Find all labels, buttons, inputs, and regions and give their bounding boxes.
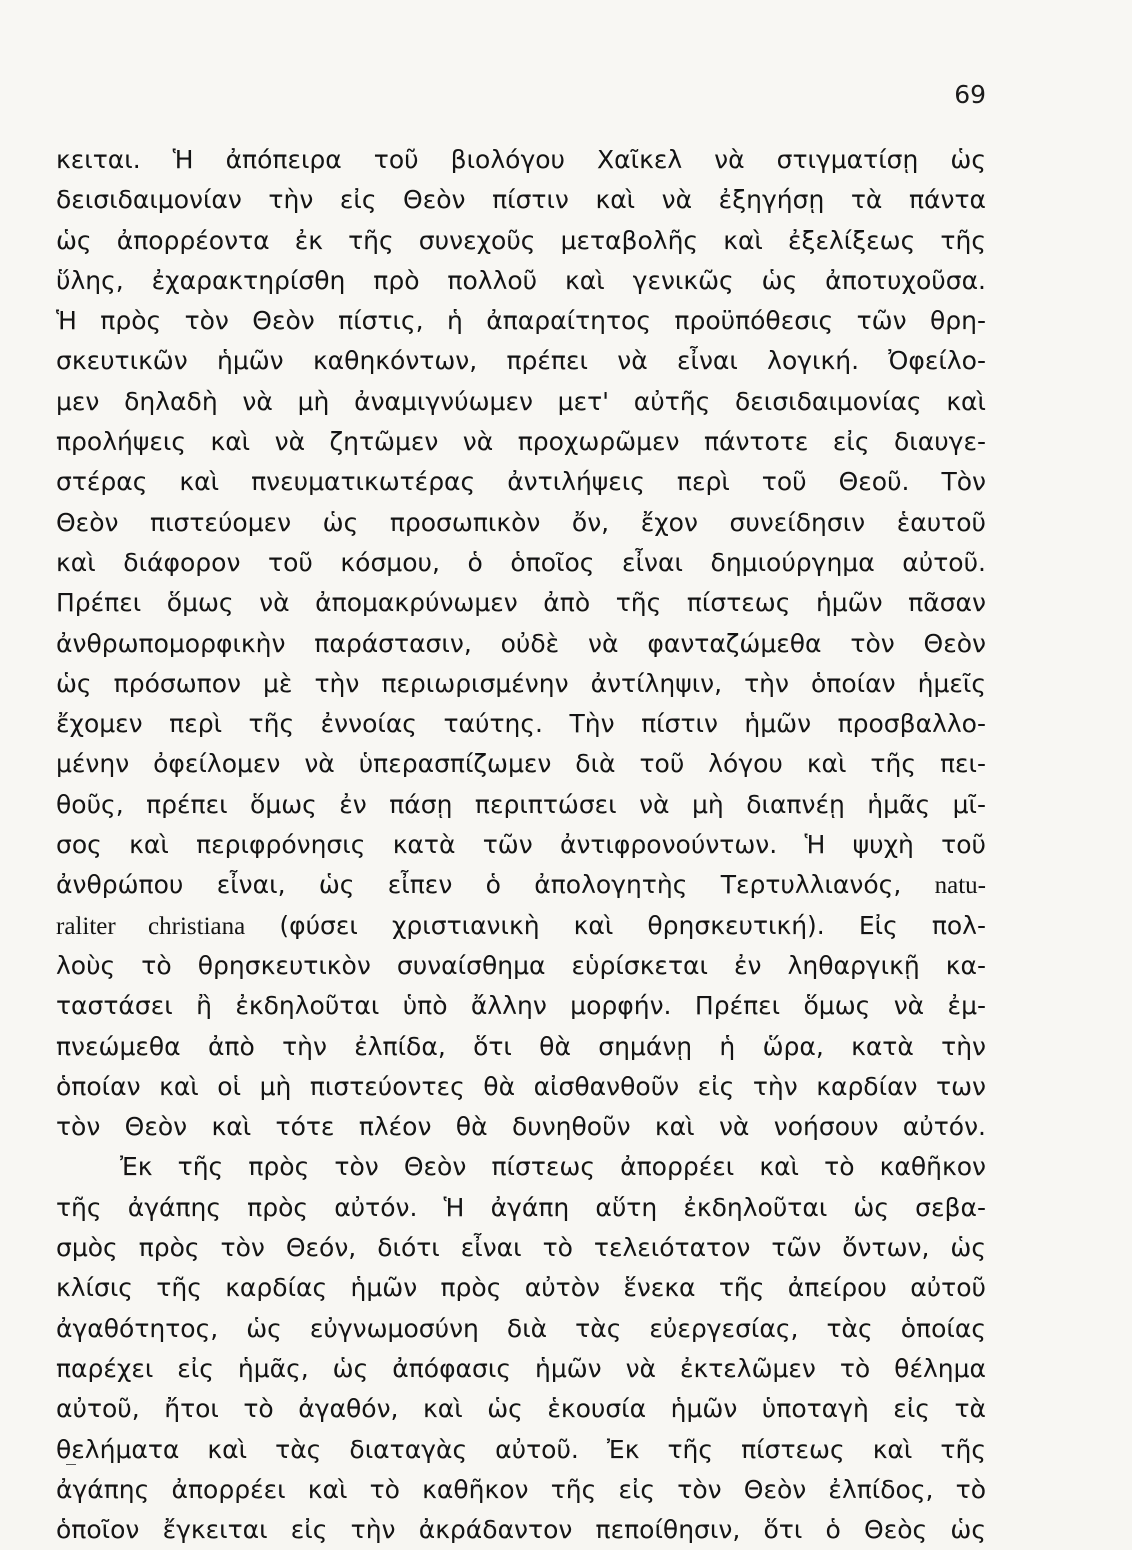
text-line: θελήματα καὶ τὰς διαταγὰς αὐτοῦ. Ἐκ τῆς πίστεως καὶ τῆς [56,1434,986,1464]
text-line-mixed [56,865,986,905]
text-line: κειται. Ἡ ἀπόπειρα τοῦ βιολόγου Χαῖκελ νὰ στιγματίσῃ ὡς [56,145,986,174]
text-line: σος καὶ περιφρόνησις κατὰ τῶν ἀντιφρονούντων. Ἡ ψυχὴ τοῦ [56,830,986,860]
text-line: δεισιδαιμονίαν τὴν εἰς Θεὸν πίστιν καὶ νὰ ἐξηγήσῃ τὰ πάντα [56,185,986,215]
text-line: ταστάσει ἢ ἐκδηλοῦται ὑπὸ ἄλλην μορφήν. Πρέπει ὅμως νὰ ἐμ- [56,991,986,1021]
text-line: κλίσις τῆς καρδίας ἡμῶν πρὸς αὐτὸν ἕνεκα τῆς ἀπείρου αὐτοῦ [56,1273,986,1303]
text-line: στέρας καὶ πνευματικωτέρας ἀντιλήψεις περὶ τοῦ Θεοῦ. Τὸν [56,467,986,497]
text-line: ἔχομεν περὶ τῆς ἐννοίας ταύτης. Τὴν πίστιν ἡμῶν προσβαλλο- [56,709,986,739]
text-line: ἀγάπης ἀπορρέει καὶ τὸ καθῆκον τῆς εἰς τὸν Θεὸν ἐλπίδος, τὸ [56,1474,986,1504]
text-line: ὕλης, ἐχαρακτηρίσθη πρὸ πολλοῦ καὶ γενικῶς ὡς ἀποτυχοῦσα. [56,265,986,295]
text-line: μένην ὀφείλομεν νὰ ὑπερασπίζωμεν διὰ τοῦ λόγου καὶ τῆς πει- [56,749,986,779]
greek-segment: ἀνθρώπου εἶναι, ὡς εἶπεν ὁ ἀπολογητὴς Τερτυλλιανός, [56,870,902,900]
text-line: λοὺς τὸ θρησκευτικὸν συναίσθημα εὑρίσκεται ἐν ληθαργικῇ κα- [56,950,986,980]
text-line: ἀγαθότητος, ὡς εὐγνωμοσύνη διὰ τὰς εὐεργεσίας, τὰς ὁποίας [56,1313,986,1343]
text-line: Πρέπει ὅμως νὰ ἀπομακρύνωμεν ἀπὸ τῆς πίστεως ἡμῶν πᾶσαν [56,588,986,618]
text-line: προλήψεις καὶ νὰ ζητῶμεν νὰ προχωρῶμεν πάντοτε εἰς διαυγε- [56,427,986,457]
text-line: σκευτικῶν ἡμῶν καθηκόντων, πρέπει νὰ εἶναι λογική. Ὀφείλο- [56,346,986,376]
text-line: σμὸς πρὸς τὸν Θεόν, διότι εἶναι τὸ τελειότατον τῶν ὄντων, ὡς [56,1233,986,1263]
text-line: θοῦς, πρέπει ὅμως ἐν πάσῃ περιπτώσει νὰ μὴ διαπνέῃ ἡμᾶς μῖ- [56,789,986,819]
text-line: τὸν Θεὸν καὶ τότε πλέον θὰ δυνηθοῦν καὶ νὰ νοήσουν αὐτόν. [56,1112,986,1142]
text-line: ὁποῖον ἔγκειται εἰς τὴν ἀκράδαντον πεποίθησιν, ὅτι ὁ Θεὸς ὡς [56,1515,986,1545]
text-line: καὶ διάφορον τοῦ κόσμου, ὁ ὁποῖος εἶναι δημιούργημα αὐτοῦ. [56,547,986,577]
text-line: ἀνθρωπομορφικὴν παράστασιν, οὐδὲ νὰ φανταζώμεθα τὸν Θεὸν [56,628,986,658]
text-line: πνεώμεθα ἀπὸ τὴν ἐλπίδα, ὅτι θὰ σημάνῃ ἡ ὥρα, κατὰ τὴν [56,1031,986,1061]
body-text [56,140,986,1550]
text-line-mixed [56,906,986,946]
latin-segment: natu- [934,872,986,900]
text-line: ὡς πρόσωπον μὲ τὴν περιωρισμένην ἀντίληψιν, τὴν ὁποίαν ἡμεῖς [56,668,986,698]
text-line: Ἡ πρὸς τὸν Θεὸν πίστις, ἡ ἀπαραίτητος προϋπόθεσις τῶν θρη- [56,306,986,336]
text-line: αὐτοῦ, ἤτοι τὸ ἀγαθόν, καὶ ὡς ἑκουσία ἡμῶν ὑποταγὴ εἰς τὰ [56,1394,986,1424]
latin-segment: raliter christiana [56,912,246,940]
text-line: μεν δηλαδὴ νὰ μὴ ἀναμιγνύωμεν μετ' αὐτῆς δεισιδαιμονίας καὶ [56,386,986,416]
greek-segment: (φύσει χριστιανικὴ καὶ θρησκευτική). Εἰς πολ- [279,910,986,940]
margin-mark [66,1464,76,1465]
text-line: τῆς ἀγάπης πρὸς αὐτόν. Ἡ ἀγάπη αὕτη ἐκδηλοῦται ὡς σεβα- [56,1192,986,1222]
text-line: παρέχει εἰς ἡμᾶς, ὡς ἀπόφασις ἡμῶν νὰ ἐκτελῶμεν τὸ θέλημα [56,1353,986,1383]
text-line: Θεὸν πιστεύομεν ὡς προσωπικὸν ὄν, ἔχον συνείδησιν ἑαυτοῦ [56,507,986,537]
page-number: 69 [954,80,986,109]
text-line: ὁποίαν καὶ οἱ μὴ πιστεύοντες θὰ αἰσθανθοῦν εἰς τὴν καρδίαν των [56,1071,986,1101]
text-line: ὡς ἀπορρέοντα ἐκ τῆς συνεχοῦς μεταβολῆς καὶ ἐξελίξεως τῆς [56,225,986,255]
paragraph-first-line: Ἐκ τῆς πρὸς τὸν Θεὸν πίστεως ἀπορρέει καὶ τὸ καθῆκον [120,1152,986,1182]
